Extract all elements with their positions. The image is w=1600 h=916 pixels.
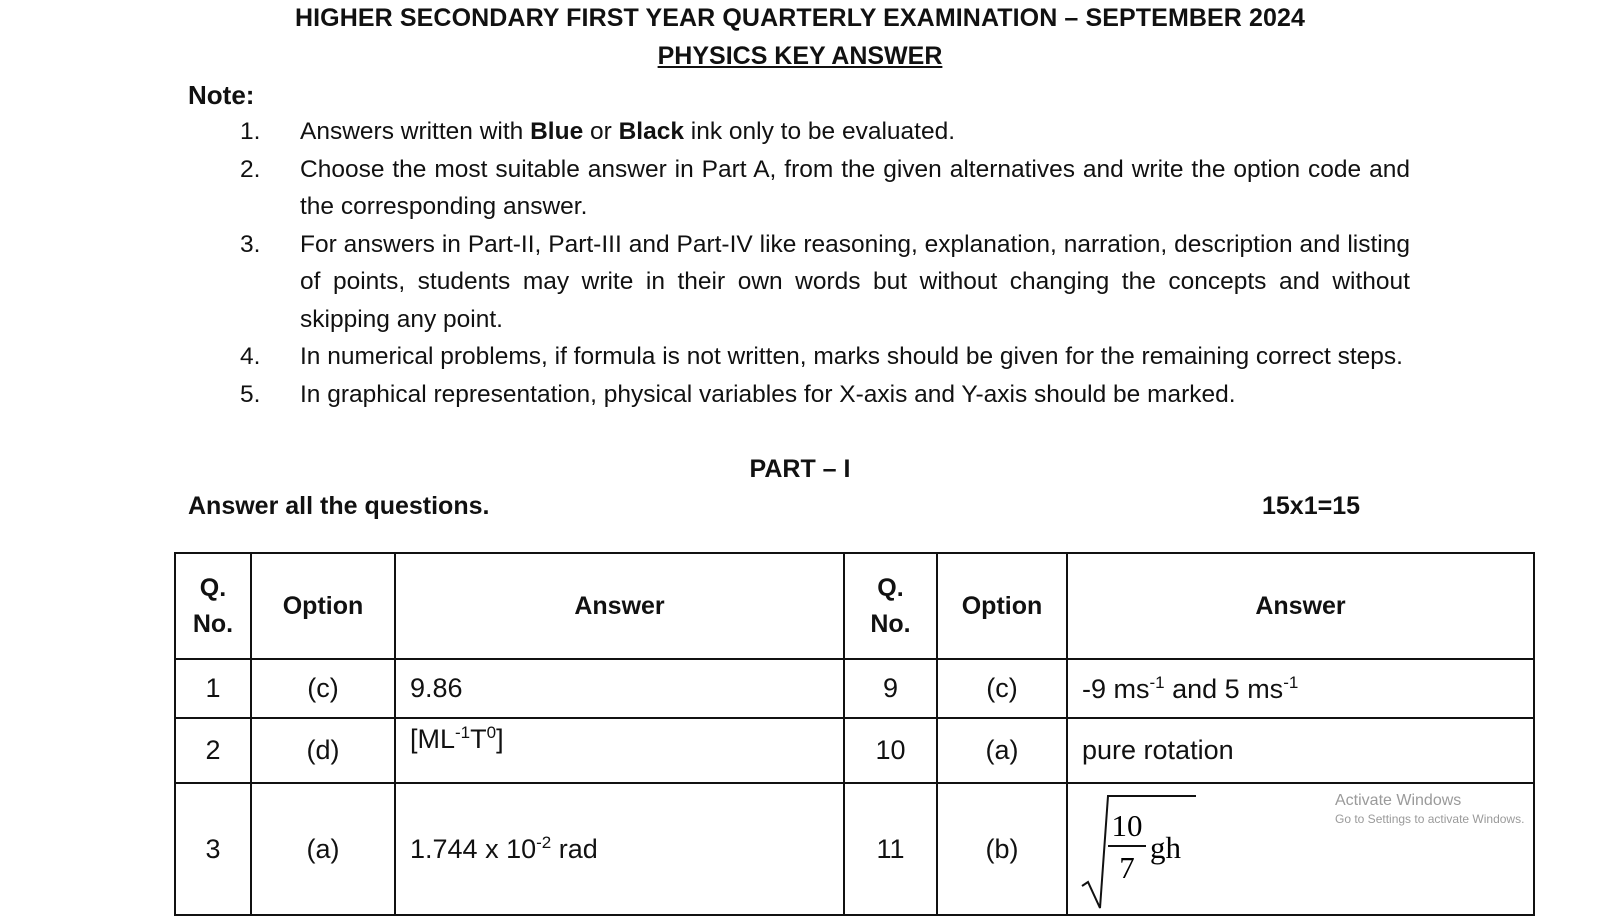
note-text-part: ink only to be evaluated.	[684, 118, 956, 145]
qno-cell: 2	[175, 718, 251, 783]
note-text: In graphical representation, physical variables for X-axis and Y-axis should be marked.	[300, 380, 1236, 408]
note-text: For answers in Part-II, Part-III and Part-IV like reasoning, explanation, narration, description and listing of points, students may write in their own words but without changing the concepts and without skipping any point.	[300, 230, 1410, 333]
note-number: 3.	[240, 230, 261, 258]
answer-cell	[1067, 659, 1534, 718]
header-qno-line2: No.	[192, 610, 234, 638]
answer-superscript: 0	[486, 723, 497, 742]
note-text: In numerical problems, if formula is not written, marks should be given for the remaining correct steps.	[300, 343, 1403, 370]
note-label: Note:	[188, 80, 255, 110]
answer-superscript: -1	[1149, 672, 1165, 692]
activate-windows-watermark	[1335, 791, 1524, 827]
watermark-line2: Go to Settings to activate Windows.	[1335, 812, 1525, 826]
note-text-part: or	[583, 118, 619, 145]
note-text-part: Answers written with	[300, 118, 531, 145]
note-item-5	[240, 376, 1410, 414]
part-instruction: Answer all the questions.	[188, 492, 490, 520]
header-qno	[844, 553, 937, 659]
note-text: Choose the most suitable answer in Part A, from the given alternatives and write the option code and the corresponding answer.	[300, 155, 1410, 220]
note-item-1	[240, 113, 1410, 151]
note-text	[300, 113, 1410, 151]
watermark-line1: Activate Windows	[1335, 792, 1462, 809]
table-row	[175, 659, 1534, 718]
fraction-denominator: 7	[1119, 850, 1135, 885]
qno-cell: 11	[844, 783, 937, 915]
header-qno	[175, 553, 251, 659]
answer-cell: 9.86	[395, 659, 844, 718]
header-answer: Answer	[1067, 553, 1534, 659]
note-item-3	[240, 226, 1410, 339]
note-number: 5.	[240, 380, 261, 408]
sqrt-formula-graphic	[1080, 788, 1200, 910]
answer-cell	[395, 718, 844, 783]
note-number: 4.	[240, 343, 261, 370]
part-heading: PART – I	[749, 455, 851, 483]
fraction-numerator: 10	[1111, 808, 1143, 843]
option-cell: (a)	[937, 718, 1067, 783]
option-cell: (c)	[251, 659, 395, 718]
part-marks: 15x1=15	[1262, 492, 1361, 520]
option-cell: (b)	[937, 783, 1067, 915]
note-bold-black: Black	[618, 118, 684, 145]
header-answer: Answer	[395, 553, 844, 659]
option-cell: (c)	[937, 659, 1067, 718]
formula-suffix: gh	[1150, 830, 1181, 865]
header-option: Option	[251, 553, 395, 659]
note-list	[240, 113, 1410, 413]
header-qno-line1: Q.	[877, 574, 904, 602]
answer-text: -9 ms	[1082, 673, 1150, 704]
table-row	[175, 783, 1534, 915]
header-qno-line1: Q.	[199, 574, 227, 602]
note-number: 2.	[240, 155, 261, 183]
note-item-2	[240, 151, 1410, 226]
qno-cell: 1	[175, 659, 251, 718]
header-option: Option	[937, 553, 1067, 659]
note-item-4	[240, 338, 1410, 376]
option-cell: (d)	[251, 718, 395, 783]
note-bold-blue: Blue	[530, 118, 584, 145]
answer-superscript: -1	[1283, 672, 1299, 692]
sqrt-formula	[1080, 788, 1200, 910]
qno-cell: 9	[844, 659, 937, 718]
answer-table	[174, 552, 1535, 916]
page-subtitle: PHYSICS KEY ANSWER	[657, 42, 943, 70]
answer-text: 1.744 x 10	[410, 834, 537, 864]
answer-text: rad	[551, 834, 598, 864]
note-number: 1.	[240, 118, 261, 145]
page-title: HIGHER SECONDARY FIRST YEAR QUARTERLY EXAMINATION – SEPTEMBER 2024	[294, 4, 1306, 32]
answer-text: [ML	[410, 724, 456, 754]
qno-cell: 3	[175, 783, 251, 915]
answer-cell	[395, 783, 844, 915]
answer-text: ]	[496, 724, 504, 754]
table-header-row	[175, 553, 1534, 659]
answer-text: T	[470, 724, 487, 754]
answer-superscript: -1	[455, 723, 471, 742]
answer-cell: pure rotation	[1067, 718, 1534, 783]
table-row	[175, 718, 1534, 783]
option-cell: (a)	[251, 783, 395, 915]
answer-text: and 5 ms	[1164, 673, 1284, 704]
header-qno-line2: No.	[870, 610, 911, 638]
answer-superscript: -2	[536, 833, 552, 852]
qno-cell: 10	[844, 718, 937, 783]
